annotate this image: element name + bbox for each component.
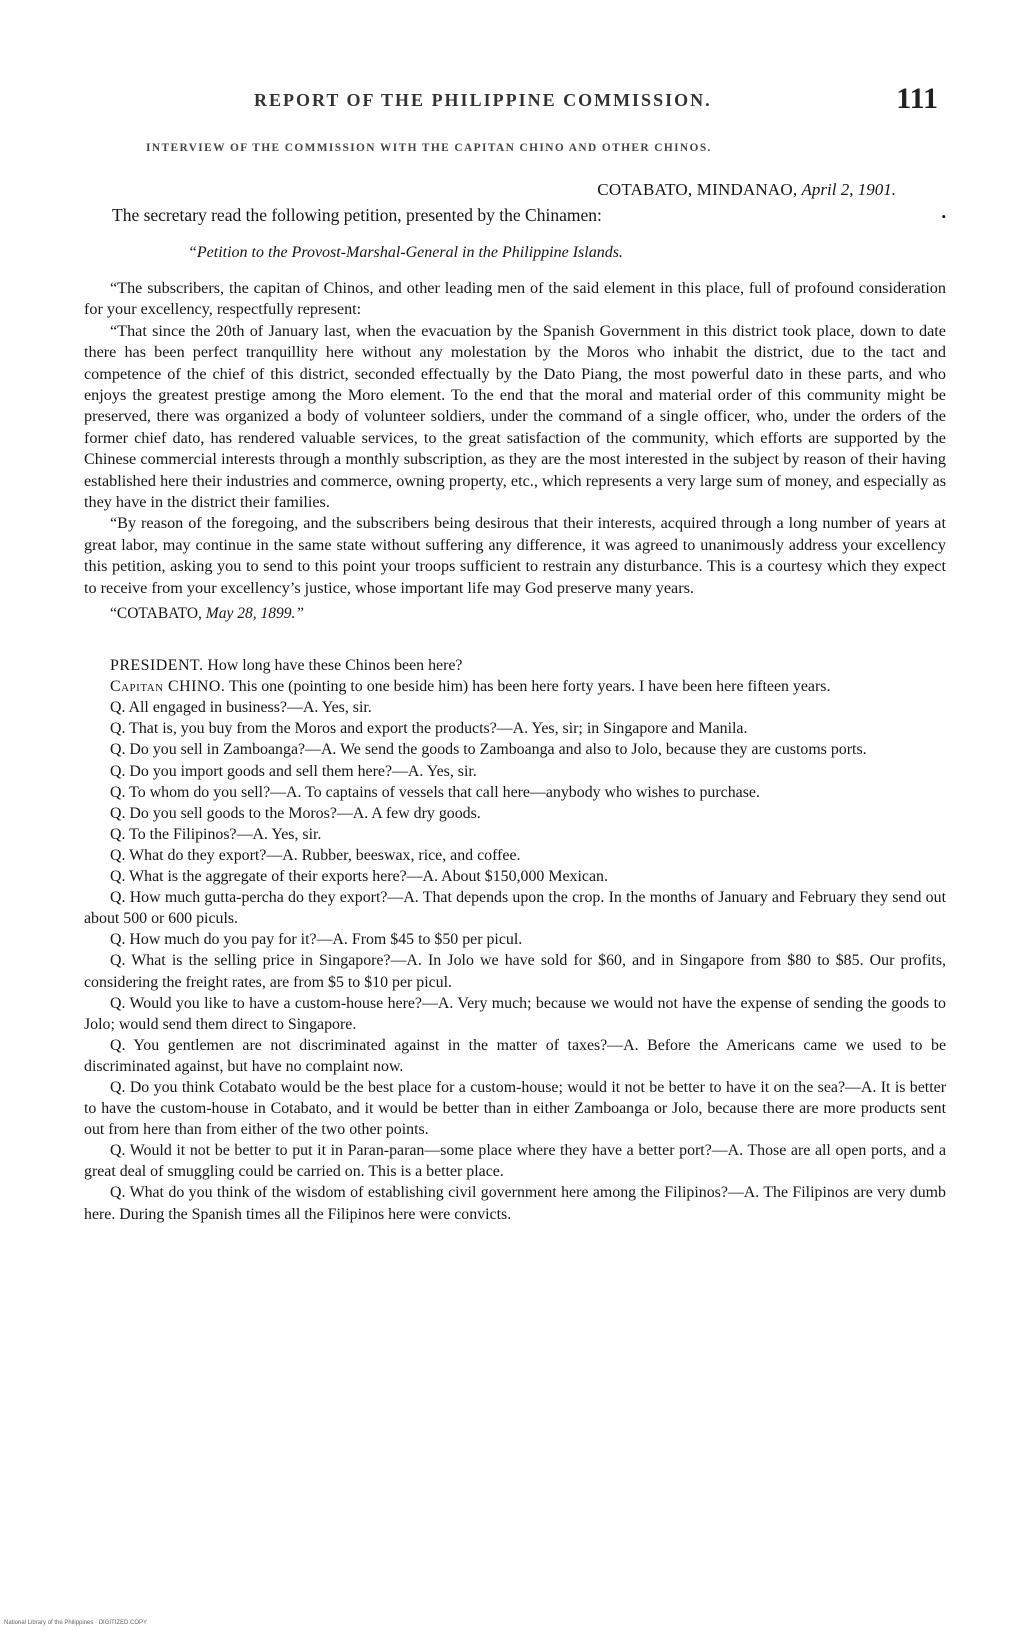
dialogue-line: Q. What do they export?—A. Rubber, beeswax, rice, and coffee. bbox=[110, 846, 521, 864]
dialogue-line: Q. Would you like to have a custom-house here?—A. Very much; because we would not have the expense of sending the goods to Jolo; would send them direct to Singapore. bbox=[84, 994, 946, 1033]
document-page bbox=[84, 82, 946, 1225]
speaker-label: Capitan CHINO. bbox=[110, 678, 226, 696]
lead-sentence-row bbox=[84, 204, 946, 226]
dialogue-line: Q. What do you think of the wisdom of establishing civil government here among the Filipinos?—A. The Filipinos are very dumb here. During the Spanish times all the Filipinos here were convicts. bbox=[84, 1184, 946, 1223]
dateline-date: April 2, 1901. bbox=[801, 180, 896, 199]
running-header bbox=[84, 82, 946, 124]
margin-mark: • bbox=[941, 209, 946, 224]
page-number: 111 bbox=[896, 82, 938, 115]
dialogue-line: Q. Do you sell in Zamboanga?—A. We send the goods to Zamboanga and also to Jolo, because they are customs ports. bbox=[110, 741, 867, 759]
speaker-label: PRESIDENT. bbox=[110, 657, 204, 675]
interview-transcript bbox=[84, 655, 946, 1225]
petition-paragraph: “By reason of the foregoing, and the subscribers being desirous that their interests, acquired through a long number of years at great labor, may continue in the same state without suffering any difference, it was agreed to unanimously address your excellency this petition, asking you to send to this point your troops sufficient to restrain any disturbance. This is a courtesy which they expect to receive from your excellency’s justice, whose important life may God preserve many years. bbox=[84, 514, 946, 597]
dialogue-text: This one (pointing to one beside him) has been here forty years. I have been here fifteen years. bbox=[229, 678, 831, 696]
dateline bbox=[84, 180, 896, 200]
dialogue-line: Q. What is the selling price in Singapore?—A. In Jolo we have sold for $60, and in Singapore from $80 to $85. Our profits, considering the freight rates, are from $5 to $10 per picul. bbox=[84, 952, 946, 991]
dialogue-line: Q. Would it not be better to put it in Paran-paran—some place where they have a better port?—A. Those are all open ports, and a great deal of smuggling could be carried on. This is a better place. bbox=[84, 1142, 946, 1181]
signature-place: “COTABATO, bbox=[110, 605, 202, 623]
dialogue-line: Q. Do you sell goods to the Moros?—A. A few dry goods. bbox=[110, 804, 481, 822]
dialogue-line: Q. You gentlemen are not discriminated against in the matter of taxes?—A. Before the Americans came we used to be discriminated against, but have no complaint now. bbox=[84, 1036, 946, 1075]
dialogue-line bbox=[84, 676, 946, 697]
dialogue-line: Q. Do you import goods and sell them here?—A. Yes, sir. bbox=[110, 762, 477, 780]
running-title: REPORT OF THE PHILIPPINE COMMISSION. bbox=[254, 90, 712, 110]
dialogue-line: Q. How much do you pay for it?—A. From $45 to $50 per picul. bbox=[110, 931, 523, 949]
dialogue-line: Q. All engaged in business?—A. Yes, sir. bbox=[110, 699, 372, 717]
dialogue-line: Q. To whom do you sell?—A. To captains of vessels that call here—anybody who wishes to purchase. bbox=[110, 783, 760, 801]
petition-paragraph: “That since the 20th of January last, when the evacuation by the Spanish Government in this district took place, down to date there has been perfect tranquillity here without any molestation by the Moros who inhabit the district, due to the tact and competence of the chief of this district, seconded effectually by the Dato Piang, the most powerful dato in these parts, and who enjoys the greatest prestige among the Moro element. To the end that the moral and material order of this community might be preserved, there was organized a body of volunteer soldiers, under the command of a single officer, who, under the orders of the former chief dato, has rendered valuable services, to the great satisfaction of the community, which efforts are supported by the Chinese commercial interests through a monthly subscription, as they are the most interested in the subject by reason of their having established here their industries and commerce, owning property, etc., which represents a very large sum of money, and especially as they have in the district their families. bbox=[84, 321, 946, 512]
dateline-place: COTABATO, MINDANAO, bbox=[597, 180, 798, 199]
dialogue-line bbox=[84, 655, 946, 676]
dialogue-line: Q. What is the aggregate of their exports here?—A. About $150,000 Mexican. bbox=[110, 868, 608, 886]
petition-body bbox=[84, 278, 946, 599]
dialogue-line: Q. How much gutta-percha do they export?—A. That depends upon the crop. In the months of January and February they send out about 500 or 600 piculs. bbox=[84, 889, 946, 928]
dialogue-text: How long have these Chinos been here? bbox=[207, 657, 463, 675]
petition-paragraph: “The subscribers, the capitan of Chinos, and other leading men of the said element in this place, full of profound consideration for your excellency, respectfully represent: bbox=[84, 279, 946, 319]
scan-credit: National Library of the Philippines · DIGITIZED COPY bbox=[4, 1620, 148, 1626]
dialogue-line: Q. That is, you buy from the Moros and export the products?—A. Yes, sir; in Singapore and Manila. bbox=[110, 720, 748, 738]
signature-date: May 28, 1899.” bbox=[205, 605, 304, 623]
petition-title: “Petition to the Provost-Marshal-General in the Philippine Islands. bbox=[188, 244, 623, 261]
petition-signature bbox=[110, 603, 946, 625]
dialogue-line: Q. Do you think Cotabato would be the best place for a custom-house; would it not be better to have it on the sea?—A. It is better to have the custom-house in Cotabato, and it would be better than in either Zamboanga or Jolo, because there are more products sent out from here than from either of the two other points. bbox=[84, 1078, 946, 1139]
section-title: INTERVIEW OF THE COMMISSION WITH THE CAPITAN CHINO AND OTHER CHINOS. bbox=[146, 142, 712, 154]
lead-sentence: The secretary read the following petition, presented by the Chinamen: bbox=[112, 205, 602, 225]
dialogue-line: Q. To the Filipinos?—A. Yes, sir. bbox=[110, 825, 322, 843]
